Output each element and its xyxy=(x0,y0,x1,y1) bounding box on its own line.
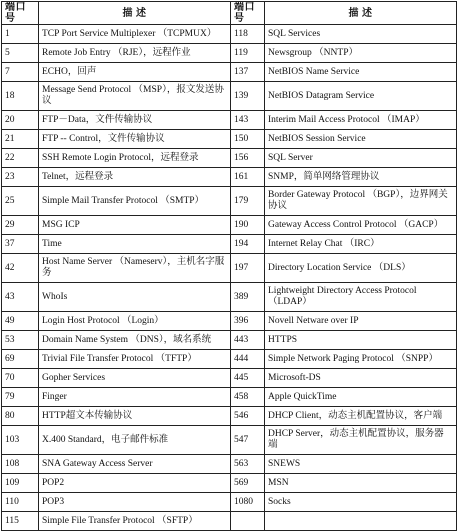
service-description-right: Microsoft-DS xyxy=(265,369,457,388)
port-number-left: 42 xyxy=(2,254,39,283)
service-description-right: Apple QuickTime xyxy=(265,388,457,407)
service-description-right: MSN xyxy=(265,474,457,493)
service-description-left: Remote Job Entry （RJE），远程作业 xyxy=(39,44,231,63)
table-header-row xyxy=(2,2,457,25)
service-description-right: SQL Services xyxy=(265,25,457,44)
service-description-right: Socks xyxy=(265,493,457,512)
table-row xyxy=(2,455,457,474)
port-number-right: 547 xyxy=(231,426,265,455)
table-row xyxy=(2,63,457,82)
port-number-left: 7 xyxy=(2,63,39,82)
port-number-right: 458 xyxy=(231,388,265,407)
header-description-left: 描 述 xyxy=(39,2,231,25)
service-description-left: Simple File Transfer Protocol （SFTP） xyxy=(39,512,231,531)
table-row xyxy=(2,369,457,388)
port-number-left: 115 xyxy=(2,512,39,531)
header-port-right: 端口号 xyxy=(231,2,265,25)
service-description-right: NetBIOS Name Service xyxy=(265,63,457,82)
service-description-right: NetBIOS Session Service xyxy=(265,130,457,149)
service-description-left: Finger xyxy=(39,388,231,407)
port-table xyxy=(1,1,457,531)
service-description-left: TCP Port Service Multiplexer （TCPMUX） xyxy=(39,25,231,44)
port-number-left: 49 xyxy=(2,312,39,331)
service-description-right: Novell Netware over IP xyxy=(265,312,457,331)
service-description-right: Interim Mail Access Protocol （IMAP） xyxy=(265,111,457,130)
service-description-left: Telnet，远程登录 xyxy=(39,168,231,187)
service-description-left: MSG ICP xyxy=(39,216,231,235)
service-description-right: Newsgroup （NNTP） xyxy=(265,44,457,63)
service-description-left: POP2 xyxy=(39,474,231,493)
port-number-right: 194 xyxy=(231,235,265,254)
table-row xyxy=(2,474,457,493)
port-number-left: 20 xyxy=(2,111,39,130)
port-number-right: 444 xyxy=(231,350,265,369)
service-description-left: FTP -- Control，文件传输协议 xyxy=(39,130,231,149)
port-number-left: 43 xyxy=(2,283,39,312)
table-body xyxy=(2,25,457,531)
port-number-right: 179 xyxy=(231,187,265,216)
service-description-right: Internet Relay Chat （IRC） xyxy=(265,235,457,254)
service-description-left: SSH Remote Login Protocol，远程登录 xyxy=(39,149,231,168)
port-number-left: 109 xyxy=(2,474,39,493)
port-number-left: 110 xyxy=(2,493,39,512)
port-number-left: 18 xyxy=(2,82,39,111)
port-number-left: 22 xyxy=(2,149,39,168)
port-number-right: 156 xyxy=(231,149,265,168)
service-description-left: ECHO，回声 xyxy=(39,63,231,82)
table-row xyxy=(2,388,457,407)
service-description-left: Simple Mail Transfer Protocol （SMTP） xyxy=(39,187,231,216)
port-number-right: 443 xyxy=(231,331,265,350)
port-number-right: 119 xyxy=(231,44,265,63)
service-description-left: Domain Name System （DNS），域名系统 xyxy=(39,331,231,350)
service-description-right: DHCP Server，动态主机配置协议，服务器端 xyxy=(265,426,457,455)
port-number-right: 197 xyxy=(231,254,265,283)
port-number-left: 25 xyxy=(2,187,39,216)
table-row xyxy=(2,254,457,283)
port-number-right: 150 xyxy=(231,130,265,149)
port-number-left: 70 xyxy=(2,369,39,388)
service-description-left: Login Host Protocol （Login） xyxy=(39,312,231,331)
port-number-right: 118 xyxy=(231,25,265,44)
table-row xyxy=(2,312,457,331)
port-number-right: 445 xyxy=(231,369,265,388)
port-number-right: 396 xyxy=(231,312,265,331)
table-row xyxy=(2,44,457,63)
port-number-left: 21 xyxy=(2,130,39,149)
port-number-left: 29 xyxy=(2,216,39,235)
port-number-right: 569 xyxy=(231,474,265,493)
table-row xyxy=(2,493,457,512)
table-row xyxy=(2,235,457,254)
table-row xyxy=(2,350,457,369)
port-number-left: 53 xyxy=(2,331,39,350)
port-number-left: 80 xyxy=(2,407,39,426)
service-description-left: WhoIs xyxy=(39,283,231,312)
port-number-left: 103 xyxy=(2,426,39,455)
service-description-right: SNEWS xyxy=(265,455,457,474)
port-number-left: 69 xyxy=(2,350,39,369)
service-description-right: SQL Server xyxy=(265,149,457,168)
port-number-right: 190 xyxy=(231,216,265,235)
service-description-left: X.400 Standard，电子邮件标准 xyxy=(39,426,231,455)
table-row xyxy=(2,168,457,187)
header-description-right: 描 述 xyxy=(265,2,457,25)
service-description-left: Trivial File Transfer Protocol （TFTP） xyxy=(39,350,231,369)
port-number-right: 1080 xyxy=(231,493,265,512)
service-description-left: Time xyxy=(39,235,231,254)
service-description-right: Lightweight Directory Access Protocol （LDAP） xyxy=(265,283,457,312)
service-description-right: HTTPS xyxy=(265,331,457,350)
table-row xyxy=(2,130,457,149)
port-number-left: 1 xyxy=(2,25,39,44)
service-description-right: Gateway Access Control Protocol （GACP） xyxy=(265,216,457,235)
table-row xyxy=(2,111,457,130)
service-description-left: Host Name Server （Nameserv），主机名字服务 xyxy=(39,254,231,283)
table-row xyxy=(2,331,457,350)
port-number-right: 546 xyxy=(231,407,265,426)
service-description-left: Message Send Protocol （MSP），报文发送协议 xyxy=(39,82,231,111)
table-row xyxy=(2,512,457,531)
service-description-left: Gopher Services xyxy=(39,369,231,388)
table-row xyxy=(2,149,457,168)
service-description-right: Simple Network Paging Protocol （SNPP） xyxy=(265,350,457,369)
port-number-left: 5 xyxy=(2,44,39,63)
port-number-left: 37 xyxy=(2,235,39,254)
table-row xyxy=(2,407,457,426)
service-description-right: DHCP Client，动态主机配置协议，客户端 xyxy=(265,407,457,426)
service-description-right xyxy=(265,512,457,531)
service-description-left: POP3 xyxy=(39,493,231,512)
service-description-right: Directory Location Service （DLS） xyxy=(265,254,457,283)
service-description-left: SNA Gateway Access Server xyxy=(39,455,231,474)
table-row xyxy=(2,283,457,312)
service-description-right: SNMP，简单网络管理协议 xyxy=(265,168,457,187)
service-description-left: HTTP超文本传输协议 xyxy=(39,407,231,426)
port-number-right: 563 xyxy=(231,455,265,474)
service-description-left: FTP－Data，文件传输协议 xyxy=(39,111,231,130)
port-number-left: 79 xyxy=(2,388,39,407)
service-description-right: NetBIOS Datagram Service xyxy=(265,82,457,111)
port-number-right: 137 xyxy=(231,63,265,82)
port-number-left: 108 xyxy=(2,455,39,474)
table-row xyxy=(2,426,457,455)
table-row xyxy=(2,216,457,235)
table-row xyxy=(2,25,457,44)
port-number-left: 23 xyxy=(2,168,39,187)
header-port-left: 端口号 xyxy=(2,2,39,25)
table-row xyxy=(2,187,457,216)
table-row xyxy=(2,82,457,111)
port-number-right: 161 xyxy=(231,168,265,187)
port-number-right: 139 xyxy=(231,82,265,111)
port-number-right xyxy=(231,512,265,531)
service-description-right: Border Gateway Protocol （BGP），边界网关协议 xyxy=(265,187,457,216)
port-number-right: 389 xyxy=(231,283,265,312)
port-number-right: 143 xyxy=(231,111,265,130)
